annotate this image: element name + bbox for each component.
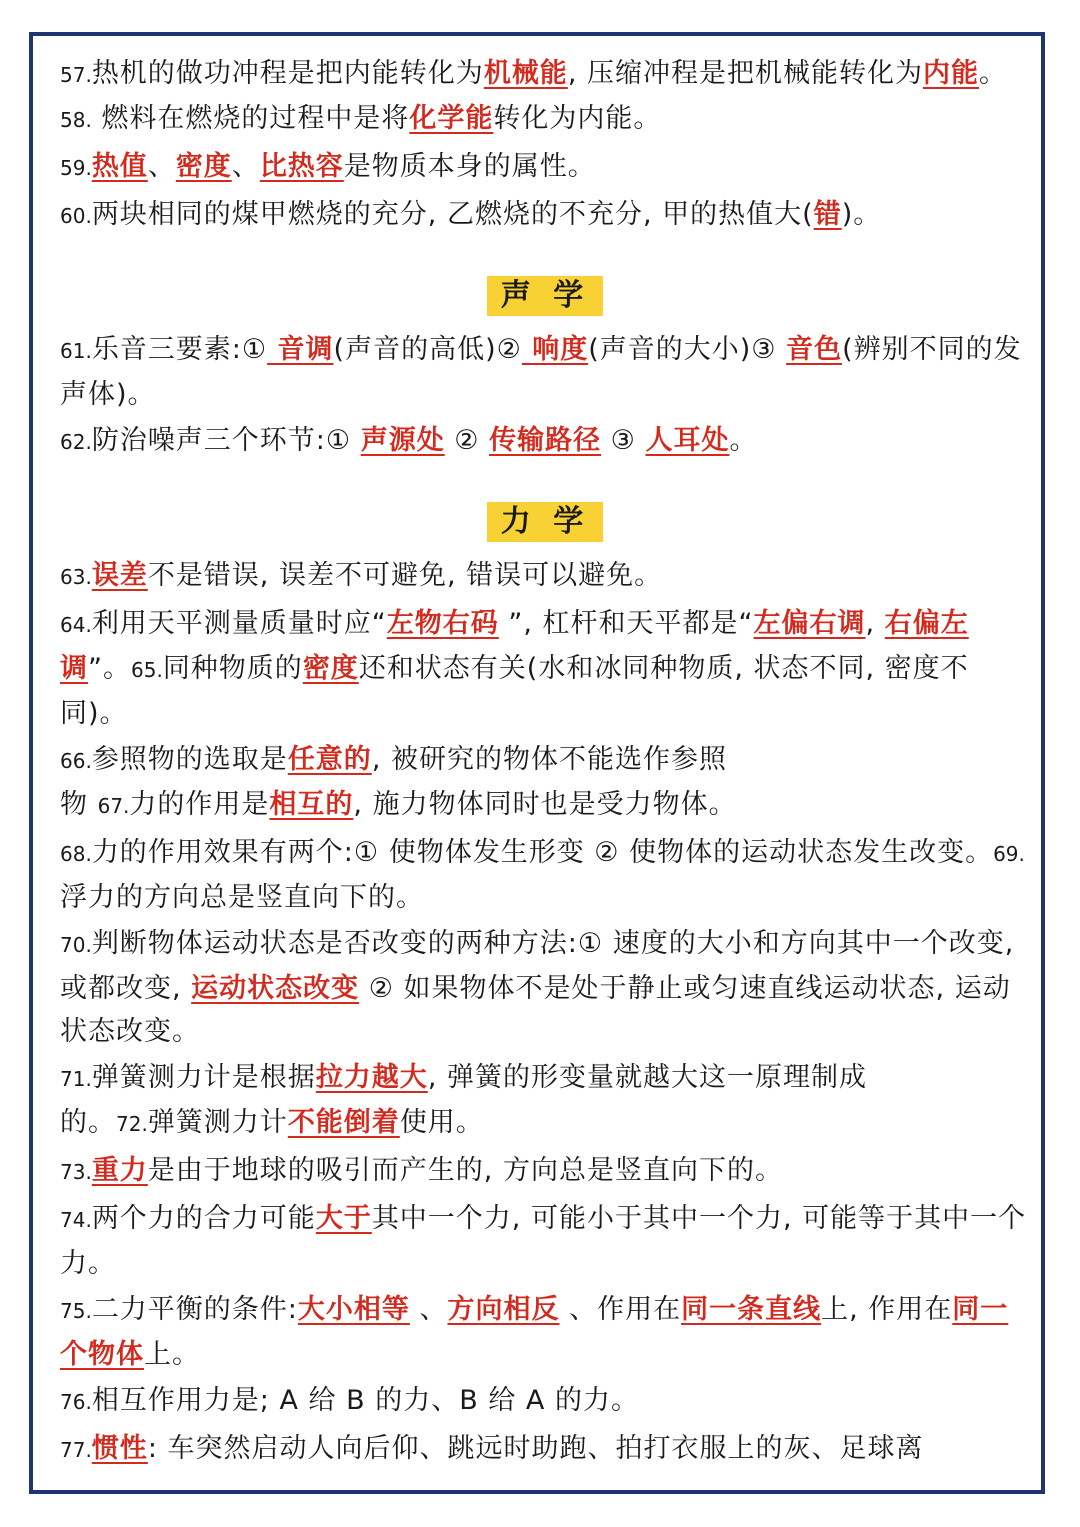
- answer-highlight: 密度: [175, 151, 232, 182]
- text: 相互作用力是; A 给 B 的力、B 给 A 的力。: [91, 1385, 639, 1416]
- text: 、: [409, 1294, 448, 1325]
- text: 判断物体运动状态是否改变的两种方法:① 速度的大小和方向其中一个改变, 或都改变,: [60, 928, 1015, 1004]
- item-63: [60, 554, 1030, 599]
- answer-highlight: 左偏右调: [753, 608, 866, 639]
- section-title: 声 学: [487, 276, 603, 316]
- text: ”, 杠杆和天平都是“: [498, 608, 754, 639]
- text: 二力平衡的条件:: [91, 1294, 298, 1325]
- text: ,: [865, 608, 885, 639]
- item-number: 66.: [60, 749, 92, 773]
- answer-highlight: 不能倒着: [287, 1107, 400, 1138]
- text: )。: [841, 199, 882, 230]
- text: , 施力物体同时也是受力物体。: [353, 789, 737, 820]
- item-number: 74.: [60, 1208, 92, 1232]
- item-number: 73.: [60, 1160, 92, 1184]
- section-heading-mechanics: [60, 502, 1030, 542]
- item-71-72: [60, 1056, 900, 1146]
- text: 是物质本身的属性。: [343, 151, 596, 182]
- item-number: 69.: [993, 842, 1025, 866]
- item-number: 61.: [60, 339, 92, 363]
- item-number: 62.: [60, 430, 92, 454]
- item-number: 70.: [60, 933, 92, 957]
- text: 乐音三要素:①: [91, 334, 268, 365]
- item-number: 64.: [60, 613, 92, 637]
- answer-highlight: 人耳处: [645, 425, 730, 456]
- item-59: [60, 145, 1030, 190]
- text: , 压缩冲程是把机械能转化为: [567, 58, 923, 89]
- item-74: [60, 1197, 1030, 1285]
- text: (辨别不同的发声体)。: [60, 334, 1022, 410]
- item-number: 59.: [60, 156, 92, 180]
- text: 其中一个力, 可能小于其中一个力, 可能等于其中一个 力。: [60, 1203, 1027, 1279]
- item-number: 63.: [60, 565, 92, 589]
- answer-highlight: 音色: [786, 334, 843, 365]
- item-number: 68.: [60, 842, 92, 866]
- text: 、: [231, 151, 260, 182]
- answer-highlight: 惯性: [91, 1433, 148, 1464]
- answer-highlight: 任意的: [287, 744, 372, 775]
- text: 使用。: [399, 1107, 484, 1138]
- text: 防治噪声三个环节:①: [91, 425, 361, 456]
- item-number: 77.: [60, 1438, 92, 1462]
- item-number: 75.: [60, 1299, 92, 1323]
- text: 。: [729, 425, 758, 456]
- text: , 被研究的物体不能选作参照物: [60, 744, 727, 820]
- answer-highlight: 同一条直线: [681, 1294, 822, 1325]
- section-title: 力 学: [487, 502, 603, 542]
- text: (声音的高低)②: [333, 334, 522, 365]
- answer-highlight: 化学能: [409, 103, 494, 134]
- answer-highlight: 大于: [315, 1203, 372, 1234]
- item-61: [60, 328, 1030, 416]
- item-68-69: [60, 831, 1030, 919]
- text: 力的作用效果有两个:① 使物体发生形变 ② 使物体的运动状态发生改变。: [91, 837, 994, 868]
- document-body: [60, 52, 1030, 1475]
- item-57-58: [60, 52, 1030, 142]
- item-64-65: [60, 602, 1030, 735]
- text: 转化为内能。: [493, 103, 662, 134]
- answer-highlight: 相互的: [269, 789, 354, 820]
- item-77: [60, 1427, 1030, 1472]
- item-76: [60, 1379, 1030, 1424]
- section-heading-acoustics: [60, 276, 1030, 316]
- text: (声音的大小)③: [588, 334, 787, 365]
- item-number: 76.: [60, 1390, 92, 1414]
- text: 上, 作用在: [821, 1294, 953, 1325]
- text: 热机的做功冲程是把内能转化为: [91, 58, 484, 89]
- answer-highlight: 密度: [302, 653, 359, 684]
- answer-highlight: 比热容: [259, 151, 344, 182]
- text: 上。: [144, 1339, 200, 1370]
- answer-highlight: 错: [813, 199, 842, 230]
- text: : 车突然启动人向后仰、跳远时助跑、拍打衣服上的灰、足球离: [147, 1433, 924, 1464]
- text: 浮力的方向总是竖直向下的。: [60, 882, 424, 913]
- answer-highlight: 响度: [521, 334, 589, 365]
- answer-highlight: 重力: [91, 1155, 148, 1186]
- text: 两块相同的煤甲燃烧的充分, 乙燃烧的不充分, 甲的热值大(: [91, 199, 814, 230]
- answer-highlight: 同一个物体: [60, 1294, 1009, 1370]
- answer-highlight: 内能: [922, 58, 979, 89]
- answer-highlight: 右偏左调: [60, 608, 969, 684]
- text: 是由于地球的吸引而产生的, 方向总是竖直向下的。: [147, 1155, 783, 1186]
- answer-highlight: 大小相等: [297, 1294, 410, 1325]
- item-60: [60, 193, 1030, 238]
- text: ③: [601, 425, 646, 456]
- text: 同种物质的: [162, 653, 303, 684]
- item-62: [60, 419, 1030, 464]
- answer-highlight: 误差: [91, 560, 148, 591]
- answer-highlight: 方向相反: [447, 1294, 560, 1325]
- item-number: 60.: [60, 204, 92, 228]
- text: 不是错误, 误差不可避免, 错误可以避免。: [147, 560, 663, 591]
- text: 还和状态有关(水和冰同种物质, 状态不同, 密度不同)。: [60, 653, 969, 729]
- item-number: 65.: [131, 658, 163, 682]
- answer-highlight: 左物右码: [386, 608, 499, 639]
- item-70: [60, 922, 1030, 1053]
- item-number: 71.: [60, 1067, 92, 1091]
- item-75: [60, 1288, 1030, 1376]
- answer-highlight: 运动状态改变: [191, 973, 360, 1004]
- item-number: 67.: [97, 794, 130, 818]
- item-66-67: [60, 738, 750, 828]
- answer-highlight: 音调: [267, 334, 334, 365]
- item-number: 57.: [60, 63, 92, 87]
- text: 利用天平测量质量时应“: [91, 608, 387, 639]
- text: 燃料在燃烧的过程中是将: [91, 103, 410, 134]
- answer-highlight: 机械能: [483, 58, 568, 89]
- text: 。: [978, 58, 1007, 89]
- text: ② 如果物体不是处于静止或匀速直线运动状态, 运动状态改变。: [60, 973, 1011, 1047]
- answer-highlight: 拉力越大: [315, 1062, 428, 1093]
- text: , 弹簧的形变量就越大这一原理制成的。: [60, 1062, 867, 1138]
- text: 力的作用是: [129, 789, 270, 820]
- item-73: [60, 1149, 1030, 1194]
- answer-highlight: 声源处: [360, 425, 445, 456]
- text: 弹簧测力计: [147, 1107, 288, 1138]
- item-number: 58.: [60, 108, 92, 132]
- text: ”。: [88, 653, 131, 684]
- text: ②: [444, 425, 490, 456]
- text: 弹簧测力计是根据: [91, 1062, 316, 1093]
- text: 、: [147, 151, 176, 182]
- text: 、作用在: [559, 1294, 682, 1325]
- item-number: 72.: [116, 1112, 148, 1136]
- answer-highlight: 传输路径: [489, 425, 602, 456]
- text: 两个力的合力可能: [91, 1203, 316, 1234]
- answer-highlight: 热值: [91, 151, 148, 182]
- text: 参照物的选取是: [91, 744, 288, 775]
